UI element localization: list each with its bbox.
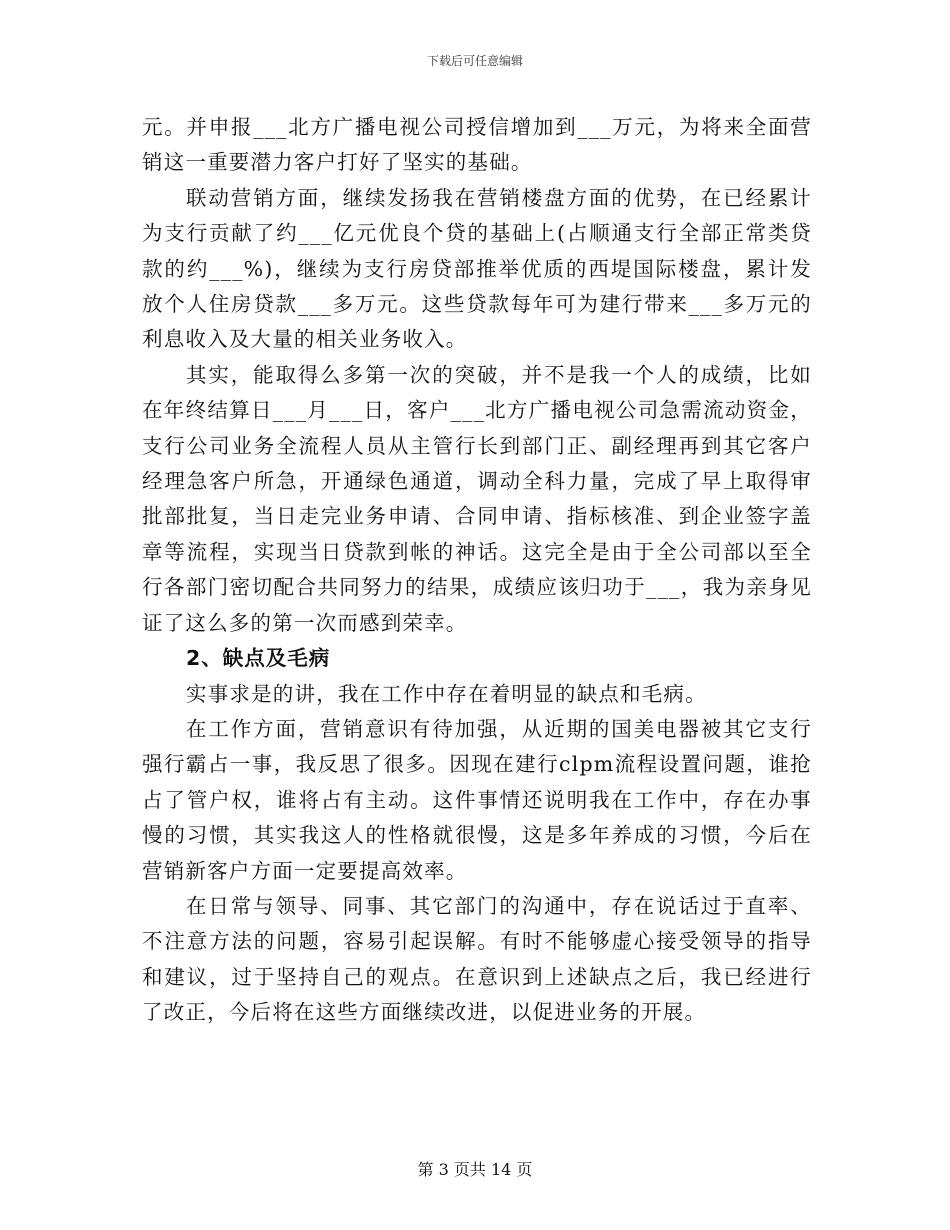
paragraph-communication: 在日常与领导、同事、其它部门的沟通中，存在说话过于直率、不注意方法的问题，容易引起误解。有时不能够虚心接受领导的指导和建议，过于坚持自己的观点。在意识到上述缺点之后，我已经进行了改正，今后将在这些方面继续改进，以促进业务的开展。 bbox=[142, 893, 812, 1025]
document-body bbox=[142, 110, 812, 1031]
section-heading-shortcomings: 2、缺点及毛病 bbox=[186, 646, 331, 671]
paragraph-linked-marketing: 联动营销方面，继续发扬我在营销楼盘方面的优势，在已经累计为支行贡献了约___亿元优良个贷的基础上(占顺通支行全部正常类贷款的约___%)，继续为支行房贷部推举优质的西堤国际楼盘，累计发放个人住房贷款___多万元。这些贷款每年可为建行带来___多万元的利息收入及大量的相关业务收入。 bbox=[142, 185, 812, 352]
paragraph-work-aspect: 在工作方面，营销意识有待加强，从近期的国美电器被其它支行强行霸占一事，我反思了很多。因现在建行clpm流程设置问题，谁抢占了管户权，谁将占有主动。这件事情还说明我在工作中，存在办事慢的习惯，其实我这人的性格就很慢，这是多年养成的习惯，今后在营销新客户方面一定要提高效率。 bbox=[142, 716, 812, 883]
page-header: 下载后可任意编辑 bbox=[426, 54, 523, 68]
paragraph-continuation: 元。并申报___北方广播电视公司授信增加到___万元，为将来全面营销这一重要潜力客户打好了坚实的基础。 bbox=[142, 115, 812, 175]
page-number: 第 3 页共 14 页 bbox=[417, 1160, 533, 1179]
paragraph-breakthrough: 其实，能取得么多第一次的突破，并不是我一个人的成绩，比如在年终结算日___月___日，客户___北方广播电视公司急需流动资金，支行公司业务全流程人员从主管行长到部门正、副经理再到其它客户经理急客户所急，开通绿色通道，调动全科力量，完成了早上取得审批部批复，当日走完业务申请、合同申请、指标核准、到企业签字盖章等流程，实现当日贷款到帐的神话。这完全是由于全公司部以至全行各部门密切配合共同努力的结果，成绩应该归功于___，我为亲身见证了这么多的第一次而感到荣幸。 bbox=[142, 362, 812, 635]
paragraph-honest-statement: 实事求是的讲，我在工作中存在着明显的缺点和毛病。 bbox=[186, 681, 707, 706]
